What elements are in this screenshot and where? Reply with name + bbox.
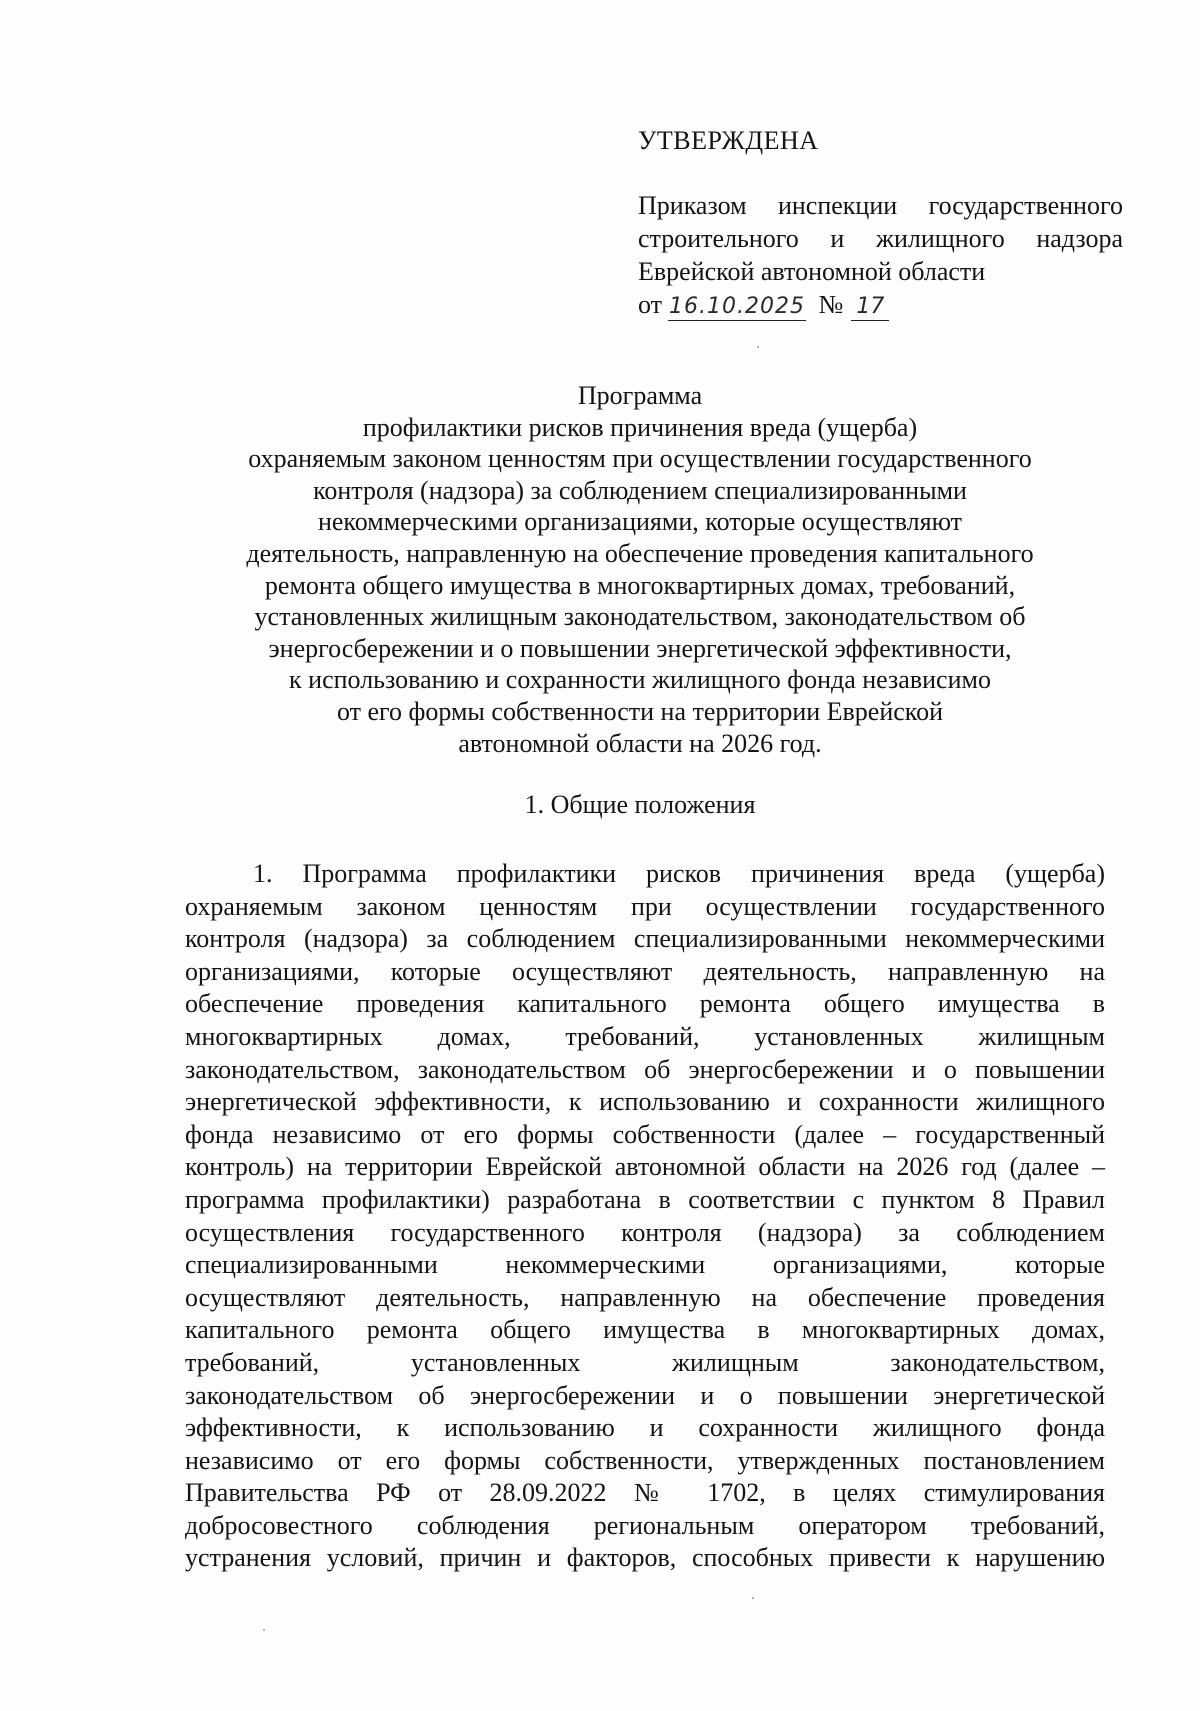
date-prefix: от [638,290,663,319]
paragraph-line: энергетической эффективности, к использованию и сохранности жилищного [185,1087,1105,1117]
handwritten-number: 17 [851,294,889,321]
paragraph-line: добросовестного соблюдения региональным оператором требований, [185,1510,1105,1540]
paragraph-line: охраняемым законом ценностям при осуществлении государственного [185,891,1105,921]
scan-speck [757,346,759,348]
paragraph-line: специализированными некоммерческими организациями, которые [185,1250,1105,1280]
scan-speck [263,1629,265,1631]
order-date-number-line [638,288,1123,321]
paragraph-line: программа профилактики) разработана в соответствии с пунктом 8 Правил [185,1184,1105,1214]
order-line: Приказом инспекции государственного [638,191,1123,220]
program-title-line: от его формы собственности на территории Еврейской [336,696,944,726]
paragraph-line: эффективности, к использованию и сохранности жилищного фонда [185,1413,1105,1443]
scan-speck [752,1597,754,1599]
paragraph-line: устранения условий, причин и факторов, способных привести к нарушению [185,1543,1105,1573]
approved-label: УТВЕРЖДЕНА [638,126,819,155]
order-line: строительного и жилищного надзора [638,224,1123,253]
paragraph-1 [185,858,1105,1575]
paragraph-line: многоквартирных домах, требований, установленных жилищным [185,1021,1105,1051]
number-label: № [818,290,844,319]
program-title [200,380,1080,759]
program-title-line: ремонта общего имущества в многоквартирных домах, требований, [264,570,1016,600]
program-title-line: установленных жилищным законодательством, законодательством об [254,602,1026,632]
program-title-line: автономной области на 2026 год. [458,728,822,758]
section-heading: 1. Общие положения [524,790,756,819]
paragraph-line: независимо от его формы собственности, утвержденных постановлением [185,1445,1105,1475]
paragraph-line: контроль) на территории Еврейской автономной области на 2026 год (далее – [185,1152,1105,1182]
program-title-line: профилактики рисков причинения вреда (ущерба) [362,412,918,442]
paragraph-line: законодательством об энергосбережении и о повышении энергетической [185,1380,1105,1410]
paragraph-line: контроля (надзора) за соблюдением специализированными некоммерческими [185,924,1105,954]
handwritten-date: 16.10.2025 [669,294,806,319]
paragraph-line: обеспечение проведения капитального ремонта общего имущества в [185,989,1105,1019]
paragraph-line: капитального ремонта общего имущества в многоквартирных домах, [185,1315,1105,1345]
approval-stamp-block [638,124,1123,321]
paragraph-line: фонда независимо от его формы собственности (далее – государственный [185,1119,1105,1149]
program-title-line: деятельность, направленную на обеспечение проведения капитального [246,538,1034,568]
paragraph-line: Правительства РФ от 28.09.2022 № 1702, в целях стимулирования [185,1478,1105,1508]
paragraph-line: законодательством, законодательством об энергосбережении и о повышении [185,1054,1105,1084]
program-heading: Программа [577,381,703,410]
program-title-line: охраняемым законом ценностям при осуществлении государственного [248,444,1032,474]
paragraph-line: требований, установленных жилищным законодательством, [185,1347,1105,1377]
program-title-line: контроля (надзора) за соблюдением специализированными [313,475,967,505]
program-title-line: энергосбережении и о повышении энергетической эффективности, [268,633,1012,663]
paragraph-line: осуществления государственного контроля (надзора) за соблюдением [185,1217,1105,1247]
paragraph-line: организациями, которые осуществляют деятельность, направленную на [185,956,1105,986]
program-title-line: некоммерческими организациями, которые осуществляют [317,507,963,537]
order-line: Еврейской автономной области [638,257,986,286]
paragraph-line: осуществляют деятельность, направленную на обеспечение проведения [185,1282,1105,1312]
paragraph-line: 1. Программа профилактики рисков причинения вреда (ущерба) [253,859,1105,888]
program-title-line: к использованию и сохранности жилищного фонда независимо [289,665,991,695]
